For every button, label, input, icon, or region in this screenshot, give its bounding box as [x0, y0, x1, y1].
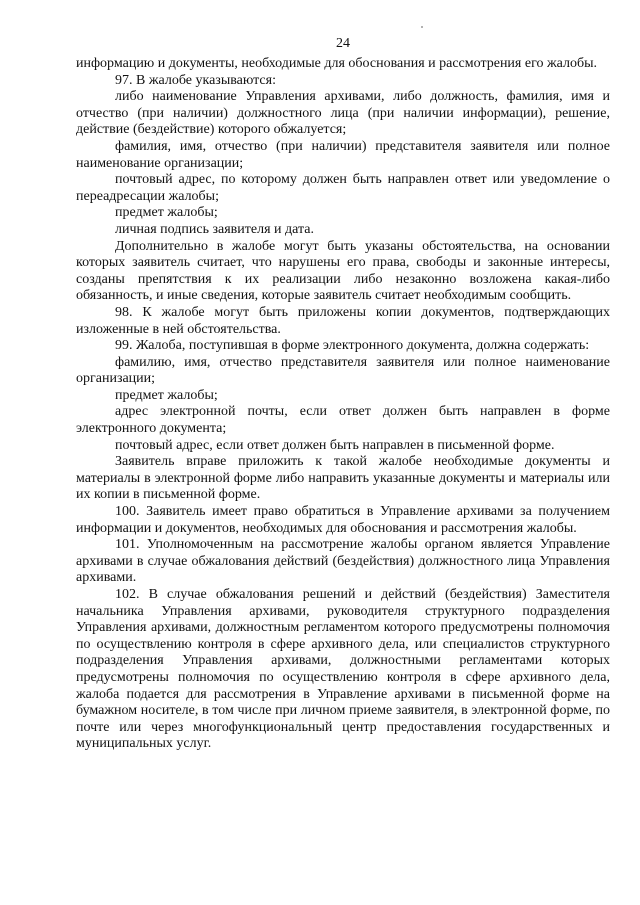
paragraph-98: 98. К жалобе могут быть приложены копии документов, подтверждающих изложенные в ней обстоятельства. [76, 304, 610, 337]
paragraph-97-item-5: личная подпись заявителя и дата. [115, 221, 314, 237]
paragraph-101: 101. Уполномоченным на рассмотрение жалобы органом является Управление архивами в случае обжалования действий (бездействия) должностного лица Управления архивами. [76, 537, 610, 586]
document-page [76, 36, 610, 753]
paragraph-99-item-3: адрес электронной почты, если ответ должен быть направлен в форме электронного документа; [76, 404, 610, 437]
paragraph-99-item-1: фамилию, имя, отчество представителя заявителя или полное наименование организации; [76, 354, 610, 387]
page-number: 24 [336, 36, 350, 51]
paragraph-102: 102. В случае обжалования решений и действий (бездействия) Заместителя начальника Управления архивами, руководителя структурного подразделения Управления архивами, должностным регламентом которого предусмотрены полномочия по осуществлению контроля в сфере архивного дела, или специалистов структурного подразделения Управления архивами, должностными регламентами которых предусмотрены полномочия по осуществлению контроля в сфере архивного дела, жалоба подается для рассмотрения в Управление архивами в письменной форме на бумажном носителе, в том числе при личном приеме заявителя, в электронной форме, по почте или через многофункциональный центр предоставления государственных и муниципальных услуг. [76, 587, 610, 752]
paragraph-97-item-2: фамилия, имя, отчество (при наличии) представителя заявителя или полное наименование организации; [76, 138, 610, 171]
paragraph-100: 100. Заявитель имеет право обратиться в Управление архивами за получением информации и документов, необходимых для обоснования и рассмотрения жалобы. [76, 504, 610, 536]
paragraph-97-additional: Дополнительно в жалобе могут быть указаны обстоятельства, на основании которых заявитель считает, что нарушены его права, свободы и законные интересы, созданы препятствия к их реализации либо незаконно возложена какая-либо обязанность, и иные сведения, которые заявитель считает необходимым сообщить. [76, 238, 610, 304]
paragraph-97: 97. В жалобе указываются: [115, 72, 276, 88]
paragraph-continuation: информацию и документы, необходимые для обоснования и рассмотрения его жалобы. [76, 56, 598, 71]
paragraph-97-item-1: либо наименование Управления архивами, либо должность, фамилия, имя и отчество (при наличии) должностного лица (при наличии информации), решение, действие (бездействие) которого обжалуется; [76, 89, 610, 138]
scan-speck [421, 26, 423, 28]
paragraph-97-item-3: почтовый адрес, по которому должен быть направлен ответ или уведомление о переадресации жалобы; [76, 172, 610, 204]
paragraph-99: 99. Жалоба, поступившая в форме электронного документа, должна содержать: [115, 338, 590, 354]
paragraph-99-item-2: предмет жалобы; [115, 387, 218, 403]
paragraph-99-attachments: Заявитель вправе приложить к такой жалобе необходимые документы и материалы в электронной форме либо направить указанные документы и материалы или их копии в письменной форме. [76, 454, 610, 503]
paragraph-99-item-4: почтовый адрес, если ответ должен быть направлен в письменной форме. [115, 437, 555, 453]
paragraph-97-item-4: предмет жалобы; [115, 205, 218, 221]
